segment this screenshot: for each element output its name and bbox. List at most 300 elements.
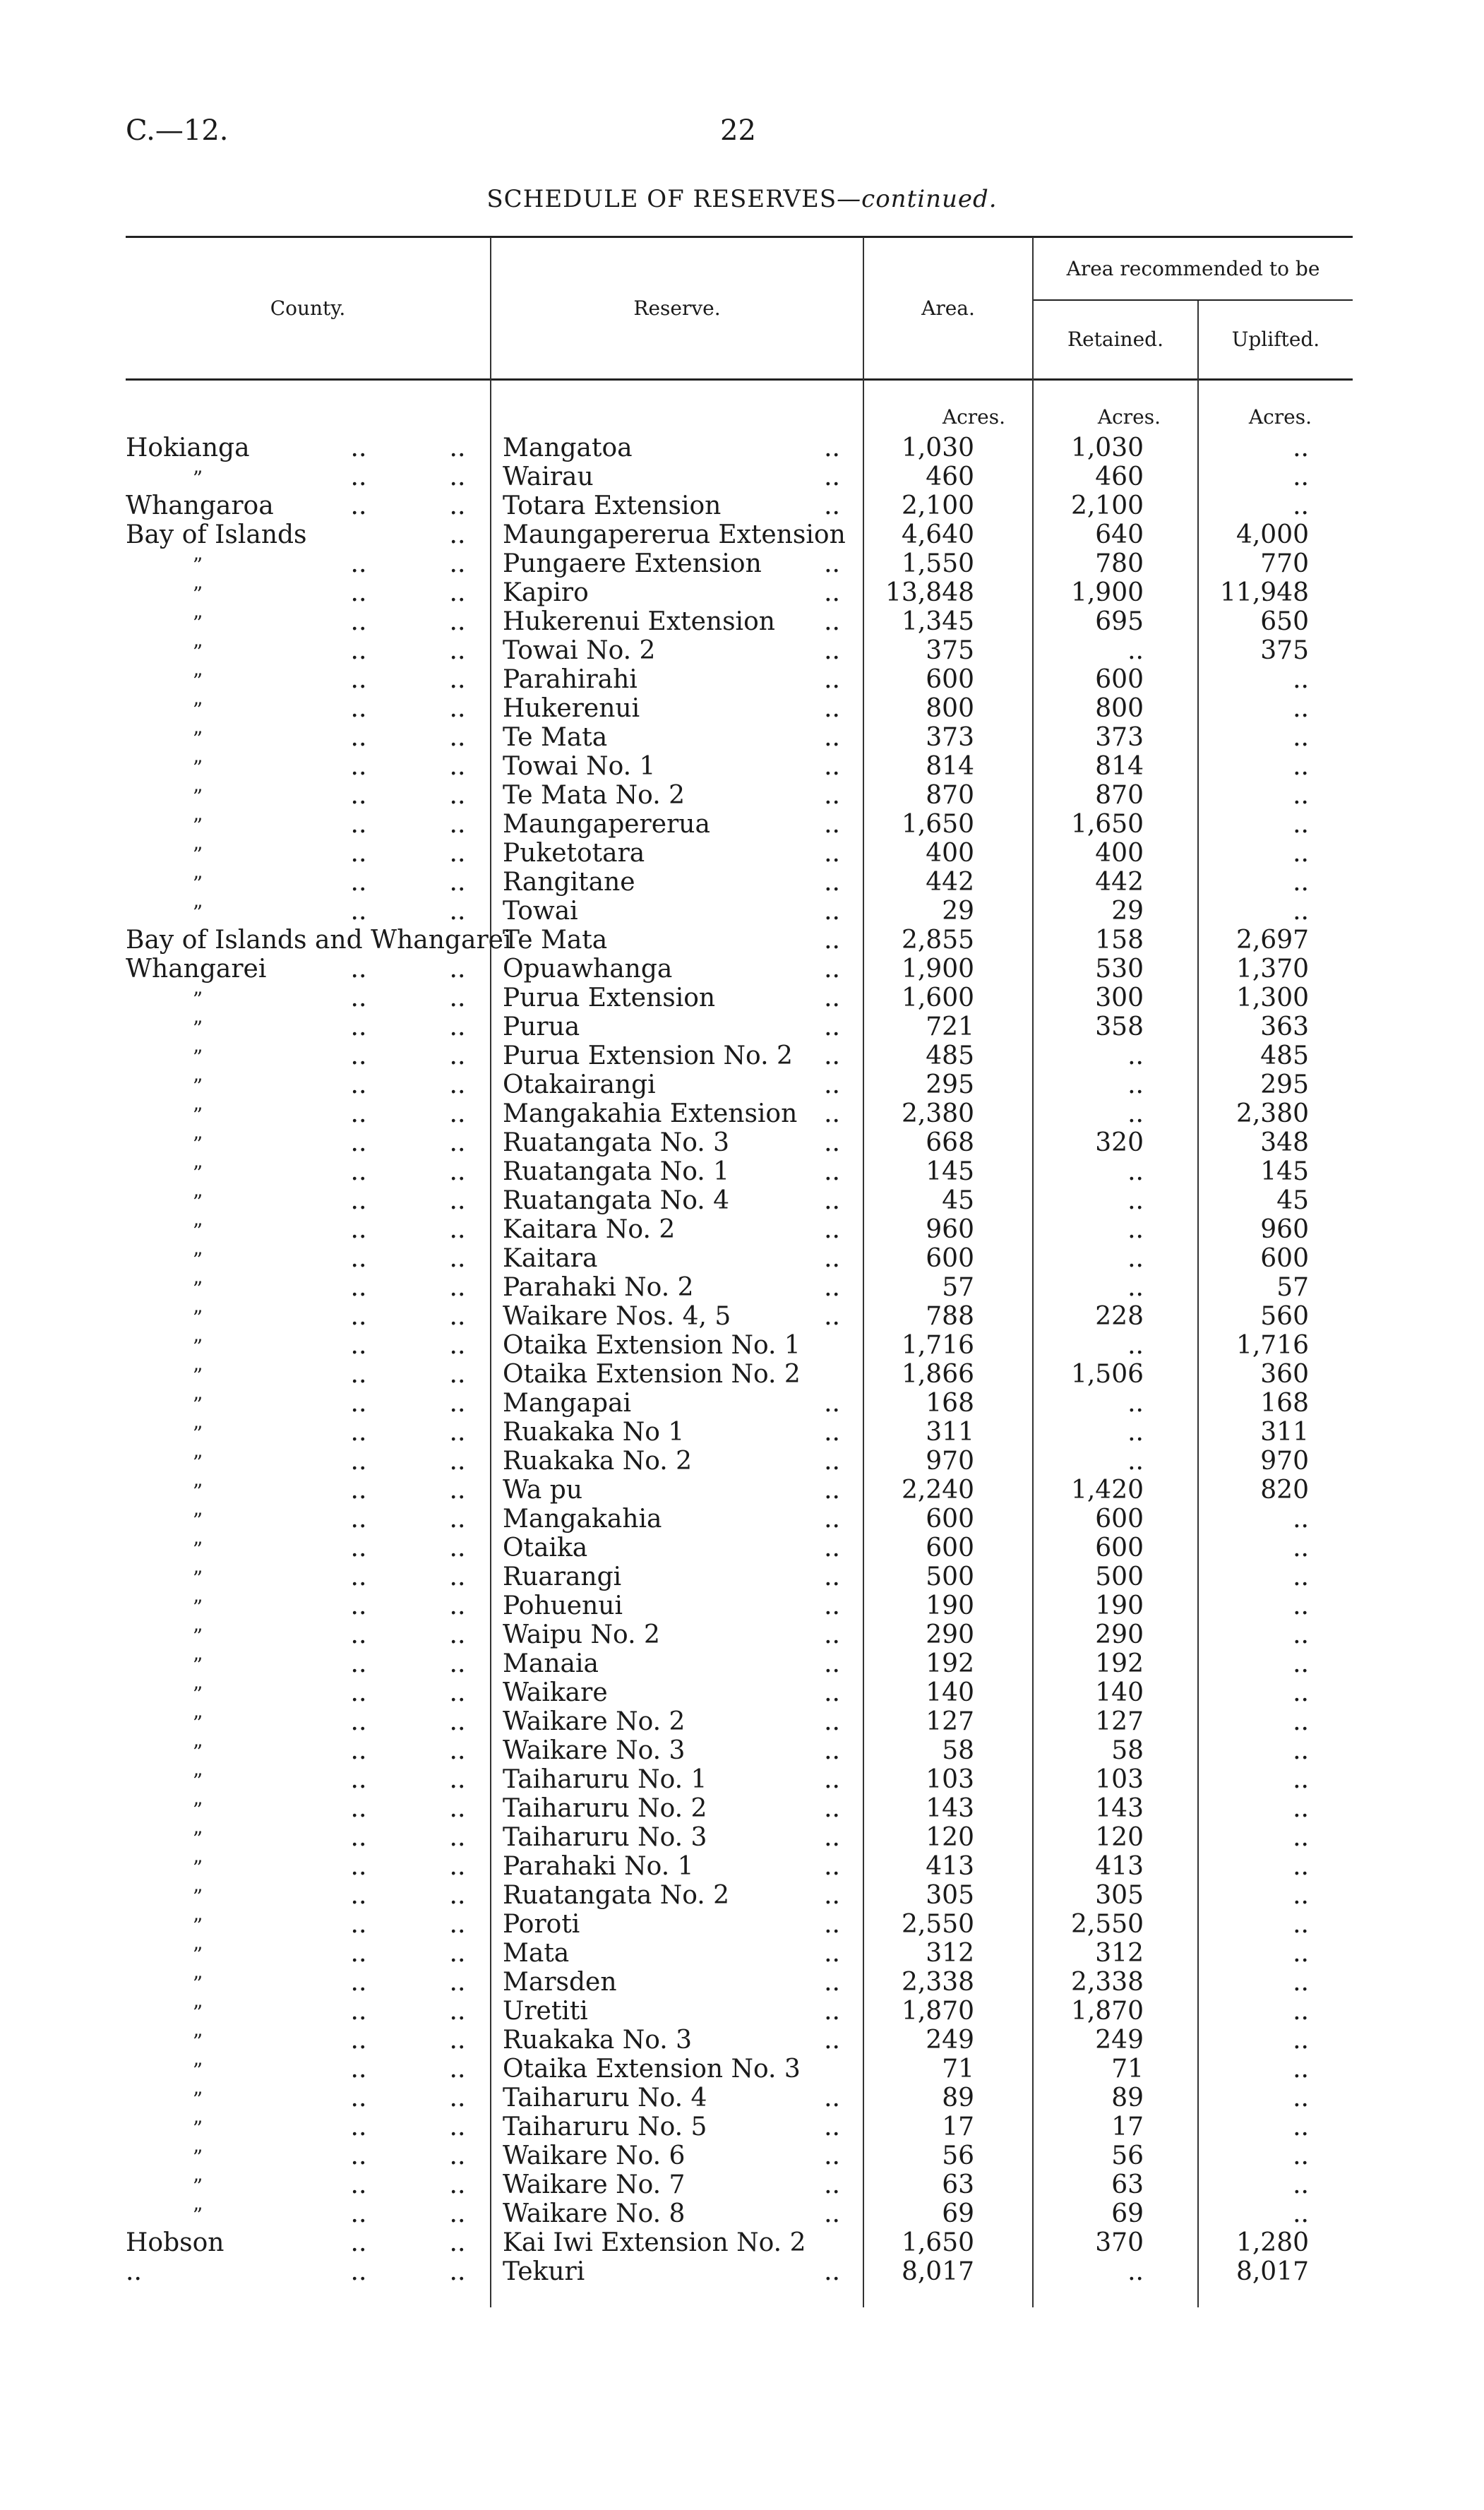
leader-dots: .. xyxy=(824,1099,840,1128)
uplifted-value: .. xyxy=(1293,462,1309,491)
table-row xyxy=(0,1389,1484,1418)
leader-dots: .. xyxy=(350,1215,367,1244)
table-row xyxy=(0,2055,1484,2084)
reserve-name: Mangatoa xyxy=(503,434,633,462)
county-cell xyxy=(126,1997,479,2027)
leader-dots: .. xyxy=(350,2257,367,2286)
uplifted-value: .. xyxy=(1293,1997,1309,2026)
reserve-name: Ruakaka No. 2 xyxy=(503,1447,693,1476)
leader-dots: .. xyxy=(350,1823,367,1852)
leader-dots: .. xyxy=(350,1707,367,1736)
area-value: 668 xyxy=(926,1128,974,1157)
uplifted-value: .. xyxy=(1293,1649,1309,1678)
reserve-name: Waikare Nos. 4, 5 xyxy=(503,1302,731,1331)
table-row xyxy=(0,1215,1484,1244)
county-cell xyxy=(126,926,512,955)
area-value: 4,640 xyxy=(901,520,974,549)
leader-dots: .. xyxy=(824,434,840,462)
retained-value: .. xyxy=(1127,1331,1144,1360)
reserve-name: Totara Extension xyxy=(503,491,722,520)
reserve-name: Towai xyxy=(503,897,578,926)
area-value: 1,716 xyxy=(901,1331,974,1360)
leader-dots: .. xyxy=(824,694,840,723)
county-cell xyxy=(126,2141,479,2172)
reserve-name: Towai No. 2 xyxy=(503,636,656,665)
county-cell xyxy=(126,607,479,638)
county-value: ” xyxy=(192,640,203,664)
county-value: Hobson xyxy=(126,2228,225,2257)
leader-dots: .. xyxy=(824,2112,840,2141)
county-value: ” xyxy=(192,1769,203,1793)
uplifted-value: 600 xyxy=(1260,1244,1309,1273)
leader-dots: .. xyxy=(350,1997,367,2026)
table-row xyxy=(0,665,1484,694)
reserve-name: Waikare No. 3 xyxy=(503,1736,686,1765)
reserve-name: Taiharuru No. 1 xyxy=(503,1765,707,1794)
county-cell xyxy=(126,781,479,811)
retained-units: Acres. xyxy=(1097,405,1161,429)
county-value: ” xyxy=(192,756,203,779)
table-row xyxy=(0,1331,1484,1360)
table-row xyxy=(0,810,1484,839)
table-row xyxy=(0,607,1484,636)
county-cell xyxy=(126,1852,479,1882)
uplifted-value: 4,000 xyxy=(1235,520,1309,549)
uplifted-value: .. xyxy=(1293,2199,1309,2228)
leader-dots: .. xyxy=(449,520,466,549)
leader-dots: .. xyxy=(449,1273,466,1302)
leader-dots: .. xyxy=(350,1476,367,1505)
reserve-name: Parahaki No. 1 xyxy=(503,1852,694,1881)
area-value: 960 xyxy=(926,1215,974,1244)
leader-dots: .. xyxy=(824,1302,840,1331)
county-cell xyxy=(126,1939,479,1969)
county-value: ” xyxy=(192,1306,203,1329)
county-cell xyxy=(126,1041,479,1072)
leader-dots: .. xyxy=(824,781,840,810)
table-row xyxy=(0,1968,1484,1997)
uplifted-value: 485 xyxy=(1260,1041,1309,1070)
leader-dots: .. xyxy=(824,1562,840,1591)
leader-dots: .. xyxy=(824,839,840,868)
area-value: 1,600 xyxy=(901,984,974,1012)
leader-dots: .. xyxy=(824,723,840,752)
county-cell xyxy=(126,752,479,782)
uplifted-value: .. xyxy=(1293,434,1309,462)
leader-dots: .. xyxy=(449,1505,466,1534)
area-value: 373 xyxy=(926,723,974,752)
county-cell xyxy=(126,1968,479,1998)
retained-value: 460 xyxy=(1095,462,1144,491)
reserve-name: Waikare No. 6 xyxy=(503,2141,686,2170)
area-value: 870 xyxy=(926,781,974,810)
leader-dots: .. xyxy=(824,607,840,636)
area-value: 249 xyxy=(926,2026,974,2055)
uplifted-value: .. xyxy=(1293,1707,1309,1736)
area-value: 400 xyxy=(926,839,974,868)
uplifted-value: .. xyxy=(1293,2112,1309,2141)
leader-dots: .. xyxy=(449,1012,466,1041)
leader-dots: .. xyxy=(350,1534,367,1562)
uplifted-value: .. xyxy=(1293,839,1309,868)
county-cell xyxy=(126,2055,479,2085)
area-value: 103 xyxy=(926,1765,974,1794)
page-number: 22 xyxy=(720,114,756,147)
retained-value: 780 xyxy=(1095,549,1144,578)
county-cell xyxy=(126,1157,479,1188)
leader-dots: .. xyxy=(824,1736,840,1765)
table-row xyxy=(0,897,1484,926)
area-value: 45 xyxy=(942,1186,974,1215)
document-code: C.—12. xyxy=(126,114,229,147)
county-cell xyxy=(126,1562,479,1593)
table-row xyxy=(0,491,1484,520)
county-cell xyxy=(126,1476,479,1506)
retained-value: 413 xyxy=(1095,1852,1144,1881)
retained-value: 373 xyxy=(1095,723,1144,752)
reserve-name: Otaika Extension No. 3 xyxy=(503,2055,801,2084)
table-row xyxy=(0,1765,1484,1794)
area-value: 168 xyxy=(926,1389,974,1418)
uplifted-value: .. xyxy=(1293,1562,1309,1591)
table-row xyxy=(0,1302,1484,1331)
uplifted-value: .. xyxy=(1293,1765,1309,1794)
leader-dots: .. xyxy=(449,723,466,752)
uplifted-value: .. xyxy=(1293,694,1309,723)
uplifted-value: 360 xyxy=(1260,1360,1309,1389)
county-cell xyxy=(126,839,479,869)
table-row xyxy=(0,2199,1484,2228)
area-value: 600 xyxy=(926,1505,974,1534)
area-value: 1,550 xyxy=(901,549,974,578)
leader-dots: .. xyxy=(350,1070,367,1099)
county-value: ” xyxy=(192,2204,203,2227)
leader-dots: .. xyxy=(350,2199,367,2228)
uplifted-value: .. xyxy=(1293,665,1309,694)
retained-value: 71 xyxy=(1111,2055,1144,2084)
leader-dots: .. xyxy=(350,1331,367,1360)
county-value: ” xyxy=(192,1248,203,1272)
leader-dots: .. xyxy=(350,694,367,723)
county-value: Bay of Islands xyxy=(126,520,307,549)
leader-dots: .. xyxy=(350,1157,367,1186)
leader-dots: .. xyxy=(449,984,466,1012)
area-value: 2,380 xyxy=(901,1099,974,1128)
leader-dots: .. xyxy=(449,549,466,578)
leader-dots: .. xyxy=(350,1389,367,1418)
area-value: 63 xyxy=(942,2170,974,2199)
uplifted-value: 145 xyxy=(1260,1157,1309,1186)
area-value: 1,345 xyxy=(901,607,974,636)
table-row xyxy=(0,1649,1484,1678)
retained-value: 103 xyxy=(1095,1765,1144,1794)
table-row xyxy=(0,2112,1484,2141)
leader-dots: .. xyxy=(350,2228,367,2257)
county-cell xyxy=(126,1012,479,1043)
leader-dots: .. xyxy=(824,897,840,926)
county-value: ” xyxy=(192,988,203,1011)
county-value: ” xyxy=(192,1422,203,1445)
leader-dots: .. xyxy=(350,868,367,897)
county-cell xyxy=(126,636,479,667)
area-value: 1,030 xyxy=(901,434,974,462)
county-value: Whangarei xyxy=(126,955,267,984)
retained-value: 140 xyxy=(1095,1678,1144,1707)
leader-dots: .. xyxy=(824,1244,840,1273)
leader-dots: .. xyxy=(350,781,367,810)
table-row xyxy=(0,549,1484,578)
county-cell xyxy=(126,1505,479,1535)
title-suffix: —continued. xyxy=(837,185,998,213)
leader-dots: .. xyxy=(350,665,367,694)
retained-value: 640 xyxy=(1095,520,1144,549)
county-value: ” xyxy=(192,1798,203,1822)
leader-dots: .. xyxy=(350,723,367,752)
county-cell xyxy=(126,2228,479,2257)
leader-dots: .. xyxy=(350,839,367,868)
leader-dots: .. xyxy=(824,1794,840,1823)
retained-value: 695 xyxy=(1095,607,1144,636)
area-value: 1,866 xyxy=(901,1360,974,1389)
area-value: 69 xyxy=(942,2199,974,2228)
table-row xyxy=(0,1041,1484,1070)
reserve-name: Ruatangata No. 4 xyxy=(503,1186,730,1215)
leader-dots: .. xyxy=(449,1562,466,1591)
table-row xyxy=(0,434,1484,462)
county-value: ” xyxy=(192,1133,203,1156)
retained-value: 143 xyxy=(1095,1794,1144,1823)
leader-dots: .. xyxy=(824,491,840,520)
leader-dots: .. xyxy=(350,1591,367,1620)
reserve-name: Waikare No. 8 xyxy=(503,2199,686,2228)
leader-dots: .. xyxy=(824,665,840,694)
title-main: SCHEDULE OF RESERVES xyxy=(486,185,837,213)
leader-dots: .. xyxy=(449,1534,466,1562)
leader-dots: .. xyxy=(449,897,466,926)
reserve-name: Puketotara xyxy=(503,839,645,868)
uplifted-value: .. xyxy=(1293,2084,1309,2112)
leader-dots: .. xyxy=(350,1968,367,1997)
reserve-name: Mangakahia Extension xyxy=(503,1099,798,1128)
reserve-name: Towai No. 1 xyxy=(503,752,656,781)
leader-dots: .. xyxy=(824,636,840,665)
table-row xyxy=(0,1186,1484,1215)
county-value: ” xyxy=(192,1219,203,1243)
table-row xyxy=(0,1273,1484,1302)
leader-dots: .. xyxy=(449,462,466,491)
uplifted-header: Uplifted. xyxy=(1231,328,1320,351)
retained-value: 29 xyxy=(1111,897,1144,926)
area-value: 8,017 xyxy=(901,2257,974,2286)
county-value: ” xyxy=(192,1914,203,1937)
county-value: ” xyxy=(192,1972,203,1995)
retained-value: 400 xyxy=(1095,839,1144,868)
county-value: ” xyxy=(192,2117,203,2140)
leader-dots: .. xyxy=(449,1389,466,1418)
table-row xyxy=(0,1418,1484,1447)
header-bottom-rule xyxy=(126,378,1353,381)
retained-value: 158 xyxy=(1095,926,1144,955)
retained-value: 300 xyxy=(1095,984,1144,1012)
area-value: 145 xyxy=(926,1157,974,1186)
county-value: ” xyxy=(192,1856,203,1879)
leader-dots: .. xyxy=(824,1186,840,1215)
retained-value: 1,420 xyxy=(1070,1476,1144,1505)
uplifted-value: 295 xyxy=(1260,1070,1309,1099)
uplifted-value: 375 xyxy=(1260,636,1309,665)
leader-dots: .. xyxy=(449,1794,466,1823)
table-row xyxy=(0,1910,1484,1939)
leader-dots: .. xyxy=(350,1910,367,1939)
uplifted-value: .. xyxy=(1293,1620,1309,1649)
leader-dots: .. xyxy=(449,2199,466,2228)
table-row xyxy=(0,1505,1484,1534)
leader-dots: .. xyxy=(449,1157,466,1186)
leader-dots: .. xyxy=(824,1707,840,1736)
leader-dots: .. xyxy=(449,1070,466,1099)
leader-dots: .. xyxy=(824,549,840,578)
leader-dots: .. xyxy=(824,1215,840,1244)
county-value: ” xyxy=(192,1885,203,1908)
table-row xyxy=(0,926,1484,955)
county-cell xyxy=(126,984,479,1014)
county-cell xyxy=(126,1591,479,1622)
county-cell xyxy=(126,549,479,580)
leader-dots: .. xyxy=(824,1418,840,1447)
reserve-name: Wairau xyxy=(503,462,594,491)
area-value: 460 xyxy=(926,462,974,491)
uplifted-value: .. xyxy=(1293,1939,1309,1968)
leader-dots: .. xyxy=(350,578,367,607)
area-value: 295 xyxy=(926,1070,974,1099)
uplifted-value: .. xyxy=(1293,810,1309,839)
uplifted-value: .. xyxy=(1293,1823,1309,1852)
leader-dots: .. xyxy=(449,839,466,868)
uplifted-value: .. xyxy=(1293,1678,1309,1707)
retained-value: .. xyxy=(1127,1099,1144,1128)
table-row xyxy=(0,1447,1484,1476)
uplifted-value: 1,300 xyxy=(1235,984,1309,1012)
retained-value: 190 xyxy=(1095,1591,1144,1620)
reserve-name: Marsden xyxy=(503,1968,617,1997)
uplifted-value: .. xyxy=(1293,1505,1309,1534)
uplifted-value: 2,697 xyxy=(1235,926,1309,955)
county-value: ” xyxy=(192,843,203,866)
leader-dots: .. xyxy=(449,1852,466,1881)
leader-dots: .. xyxy=(350,1128,367,1157)
county-value: ” xyxy=(192,1711,203,1735)
table-row xyxy=(0,1997,1484,2026)
uplifted-value: 1,280 xyxy=(1235,2228,1309,2257)
leader-dots: .. xyxy=(449,1620,466,1649)
leader-dots: .. xyxy=(350,1678,367,1707)
leader-dots: .. xyxy=(449,694,466,723)
county-cell xyxy=(126,1418,479,1448)
area-value: 29 xyxy=(942,897,974,926)
leader-dots: .. xyxy=(824,1939,840,1968)
table-row xyxy=(0,1707,1484,1736)
county-value: ” xyxy=(192,901,203,924)
uplifted-value: .. xyxy=(1293,1910,1309,1939)
table-row xyxy=(0,636,1484,665)
leader-dots: .. xyxy=(350,607,367,636)
reserve-name: Otakairangi xyxy=(503,1070,656,1099)
leader-dots: .. xyxy=(449,810,466,839)
area-value: 442 xyxy=(926,868,974,897)
retained-value: 530 xyxy=(1095,955,1144,984)
area-value: 1,900 xyxy=(901,955,974,984)
leader-dots: .. xyxy=(824,1012,840,1041)
retained-value: 56 xyxy=(1111,2141,1144,2170)
reserve-name: Kai Iwi Extension No. 2 xyxy=(503,2228,806,2257)
county-cell xyxy=(126,810,479,840)
uplifted-value: 348 xyxy=(1260,1128,1309,1157)
leader-dots: .. xyxy=(824,2257,840,2286)
reserve-name: Wa pu xyxy=(503,1476,583,1505)
county-value: ” xyxy=(192,611,203,635)
county-cell xyxy=(126,1649,479,1680)
county-value: ” xyxy=(192,1480,203,1503)
reserve-name: Otaika Extension No. 1 xyxy=(503,1331,801,1360)
leader-dots: .. xyxy=(350,1244,367,1273)
reserve-name: Manaia xyxy=(503,1649,599,1678)
table-row xyxy=(0,694,1484,723)
retained-value: 127 xyxy=(1095,1707,1144,1736)
leader-dots: .. xyxy=(350,2112,367,2141)
leader-dots: .. xyxy=(449,1215,466,1244)
county-cell xyxy=(126,1128,479,1159)
county-value: ” xyxy=(192,1943,203,1966)
county-cell xyxy=(126,1707,479,1738)
table-row xyxy=(0,1591,1484,1620)
county-cell xyxy=(126,1389,479,1419)
area-value: 600 xyxy=(926,1534,974,1562)
leader-dots: .. xyxy=(449,2055,466,2084)
area-header: Area. xyxy=(921,297,975,320)
area-value: 127 xyxy=(926,1707,974,1736)
leader-dots: .. xyxy=(350,897,367,926)
uplifted-value: 311 xyxy=(1260,1418,1309,1447)
leader-dots: .. xyxy=(449,752,466,781)
county-cell xyxy=(126,897,479,927)
leader-dots: .. xyxy=(824,462,840,491)
leader-dots: .. xyxy=(449,1968,466,1997)
county-header: County. xyxy=(270,297,346,320)
leader-dots: .. xyxy=(350,1881,367,1910)
county-value: ” xyxy=(192,2146,203,2169)
reserve-name: Taiharuru No. 5 xyxy=(503,2112,707,2141)
table-row xyxy=(0,2257,1484,2286)
leader-dots: .. xyxy=(824,1476,840,1505)
leader-dots: .. xyxy=(824,1823,840,1852)
area-value: 1,650 xyxy=(901,2228,974,2257)
uplifted-value: .. xyxy=(1293,781,1309,810)
retained-value: 1,650 xyxy=(1070,810,1144,839)
leader-dots: .. xyxy=(449,1736,466,1765)
reserve-name: Maungapererua xyxy=(503,810,710,839)
table-row xyxy=(0,1823,1484,1852)
leader-dots: .. xyxy=(350,636,367,665)
county-cell xyxy=(126,868,479,898)
leader-dots: .. xyxy=(449,1707,466,1736)
retained-value: 228 xyxy=(1095,1302,1144,1331)
uplifted-value: 168 xyxy=(1260,1389,1309,1418)
area-value: 2,100 xyxy=(901,491,974,520)
retained-value: .. xyxy=(1127,1157,1144,1186)
table-row xyxy=(0,781,1484,810)
area-value: 190 xyxy=(926,1591,974,1620)
reserve-name: Ruakaka No. 3 xyxy=(503,2026,693,2055)
